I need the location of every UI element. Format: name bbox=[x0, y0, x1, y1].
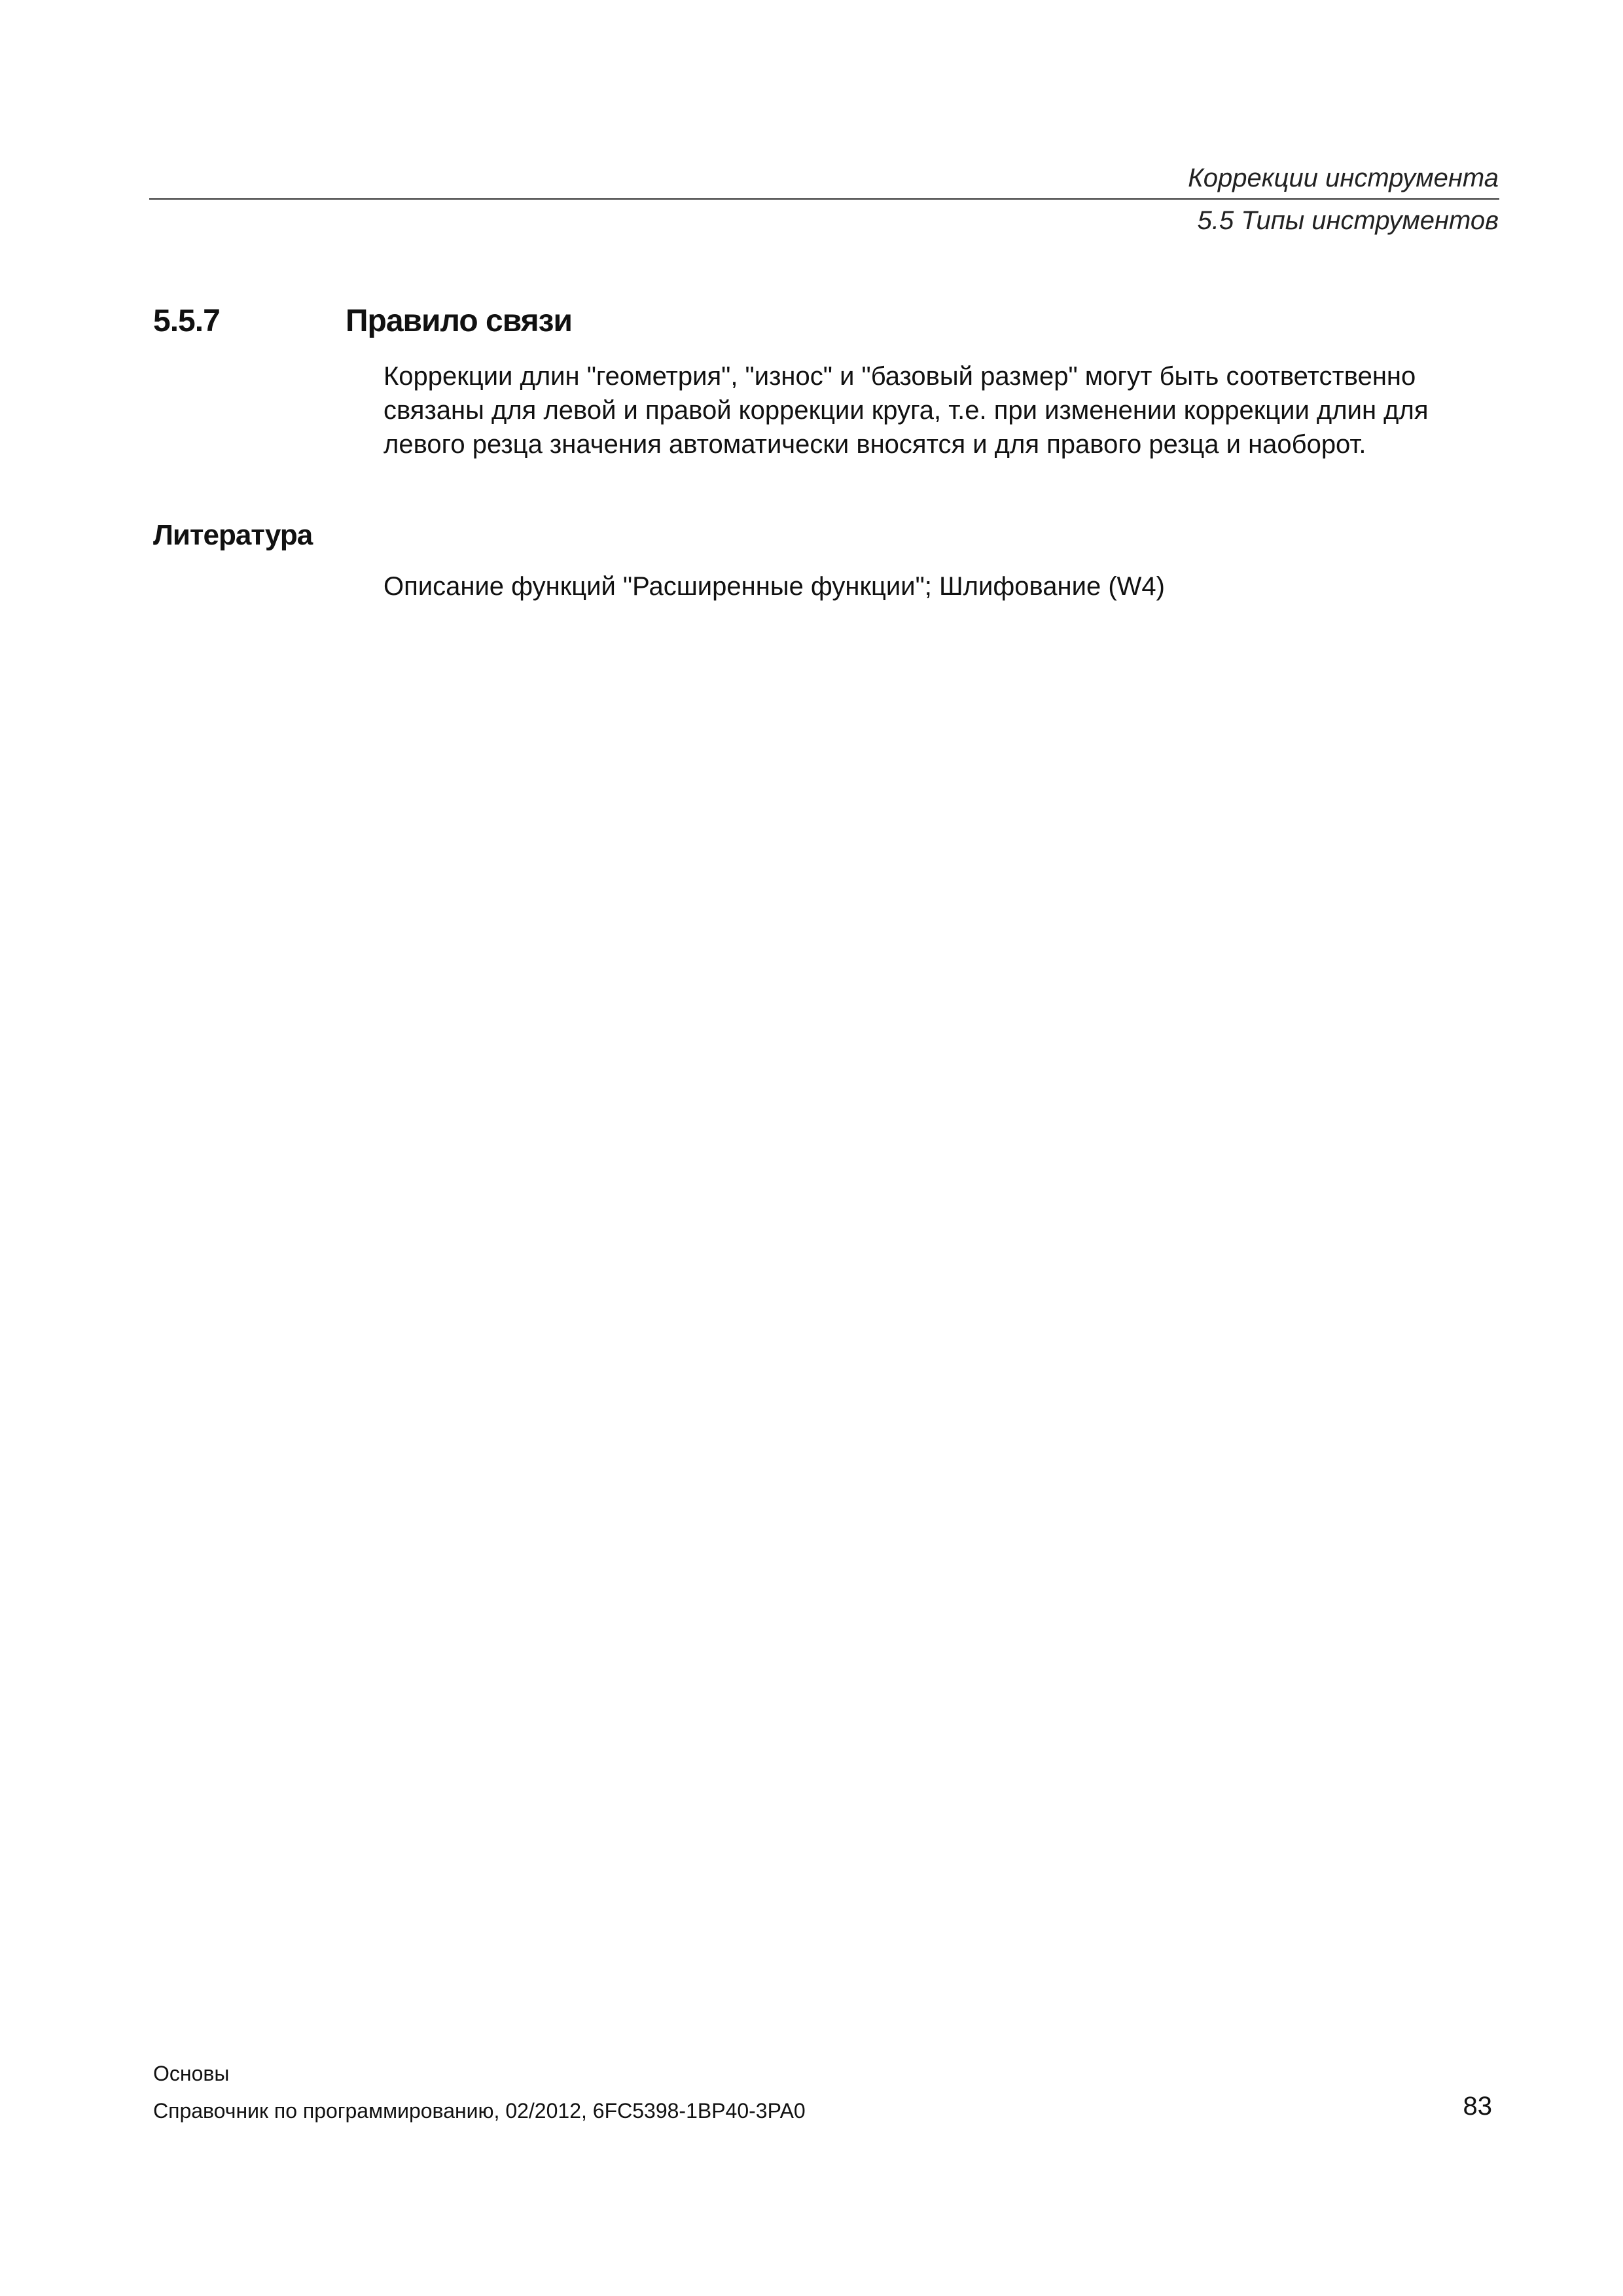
section-number: 5.5.7 bbox=[153, 304, 220, 338]
header-section: 5.5 Типы инструментов bbox=[1197, 206, 1499, 235]
literature-text: Описание функций "Расширенные функции"; Шлифование (W4) bbox=[383, 572, 1165, 601]
paragraph-line: левого резца значения автоматически вносятся и для правого резца и наоборот. bbox=[383, 430, 1366, 459]
header-chapter: Коррекции инструмента bbox=[1188, 164, 1499, 192]
page-number: 83 bbox=[1463, 2092, 1492, 2121]
section-paragraph bbox=[383, 359, 1428, 461]
literature-heading: Литература bbox=[153, 519, 313, 551]
footer-document-info: Справочник по программированию, 02/2012, 6FC5398-1BP40-3PA0 bbox=[153, 2099, 806, 2123]
header-rule bbox=[149, 198, 1499, 200]
footer-title: Основы bbox=[153, 2062, 230, 2085]
paragraph-line: Коррекции длин "геометрия", "износ" и "базовый размер" могут быть соответственно bbox=[383, 362, 1416, 391]
paragraph-line: связаны для левой и правой коррекции круга, т.е. при изменении коррекции длин для bbox=[383, 396, 1429, 425]
section-title: Правило связи bbox=[346, 304, 572, 338]
